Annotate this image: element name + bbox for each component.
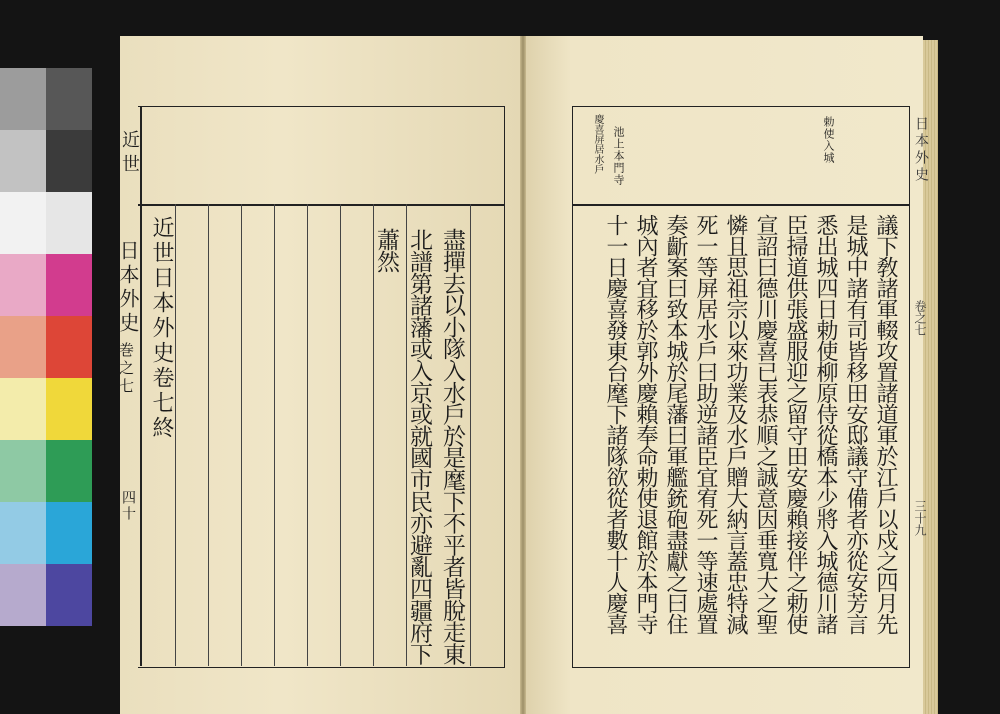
margin-top-char: 近	[119, 130, 140, 154]
right-text-column-1: 議下敎諸軍輟攻置諸道軍於江戶以戍之四月先	[873, 214, 898, 634]
color-swatch	[46, 192, 92, 254]
column-rule	[470, 204, 471, 666]
color-swatch	[0, 68, 46, 130]
right-text-column-6: 憐且思祖宗以來功業及水戶贈大納言蓋忠特減	[723, 214, 748, 634]
right-header-rule	[572, 204, 910, 206]
right-text-column-7: 死一等屏居水戶曰助逆諸臣宜宥死一等速處置	[693, 214, 718, 634]
color-swatch	[0, 564, 46, 626]
color-chart-row	[0, 192, 92, 254]
left-margin-title	[116, 130, 142, 178]
color-swatch	[0, 192, 46, 254]
left-text-column-3: 蕭然	[373, 228, 399, 272]
left-margin-rule	[140, 106, 142, 666]
left-margin-page-number: 四十	[120, 490, 136, 522]
color-swatch	[0, 254, 46, 316]
color-chart-row	[0, 440, 92, 502]
color-chart-row	[0, 502, 92, 564]
column-rule	[274, 204, 275, 666]
color-swatch	[0, 378, 46, 440]
column-rule	[175, 204, 176, 666]
color-chart-row	[0, 68, 92, 130]
column-rule	[208, 204, 209, 666]
color-chart-row	[0, 378, 92, 440]
right-text-column-9: 城內者宜移於郭外慶賴奉命勅使退館於本門寺	[633, 214, 658, 634]
color-calibration-chart	[0, 68, 92, 626]
color-swatch	[46, 254, 92, 316]
right-margin-volume: 卷之七	[913, 300, 927, 336]
right-text-column-2: 是城中諸有司皆移田安邸議守備者亦從安芳言	[843, 214, 868, 634]
color-swatch	[46, 502, 92, 564]
color-swatch	[46, 316, 92, 378]
right-text-column-8: 奏齗案曰致本城於尾藩曰軍艦銃砲盡獻之曰住	[663, 214, 688, 634]
color-swatch	[0, 502, 46, 564]
right-text-column-3: 悉出城四日勅使柳原侍從橋本少將入城德川諸	[813, 214, 838, 634]
color-swatch	[46, 68, 92, 130]
color-swatch	[46, 378, 92, 440]
color-swatch	[0, 130, 46, 192]
color-chart-row	[0, 316, 92, 378]
column-rule	[340, 204, 341, 666]
color-chart-row	[0, 130, 92, 192]
color-swatch	[46, 440, 92, 502]
end-of-volume-title: 近世日本外史卷七終	[149, 216, 174, 441]
right-margin-title: 日本外史	[913, 116, 929, 184]
color-chart-row	[0, 564, 92, 626]
right-text-column-5: 宣詔曰德川慶喜已表恭順之誠意因垂寬大之聖	[753, 214, 778, 634]
right-top-note-3: 慶喜屏居水戶	[592, 114, 603, 174]
book-spine	[520, 36, 526, 714]
right-top-note-1: 勅使入城	[822, 116, 835, 164]
right-text-column-10: 十一日慶喜發東台麾下諸隊欲從者數十人慶喜	[603, 214, 628, 634]
color-swatch	[46, 564, 92, 626]
left-text-column-2: 北譜第諸藩或入京或就國市民亦避亂四疆府下	[406, 228, 432, 665]
left-text-column-1: 盡撣去以小隊入水戶於是麾下不平者皆脫走東	[439, 228, 465, 665]
column-rule	[241, 204, 242, 666]
left-margin-volume: 巻之七	[117, 342, 135, 396]
color-swatch	[46, 130, 92, 192]
left-margin-book-title: 日本外史	[116, 240, 140, 336]
color-swatch	[0, 316, 46, 378]
color-swatch	[0, 440, 46, 502]
right-text-column-4: 臣掃道供張盛服迎之留守田安慶賴接伴之勅使	[783, 214, 808, 634]
right-margin-page-number: 三十九	[913, 500, 927, 536]
right-top-note-2: 池上本門寺	[612, 126, 625, 186]
column-rule	[373, 204, 374, 666]
left-header-rule	[138, 204, 505, 206]
margin-top-char-2: 世	[119, 154, 140, 178]
column-rule	[307, 204, 308, 666]
open-book	[100, 30, 938, 704]
color-chart-row	[0, 254, 92, 316]
